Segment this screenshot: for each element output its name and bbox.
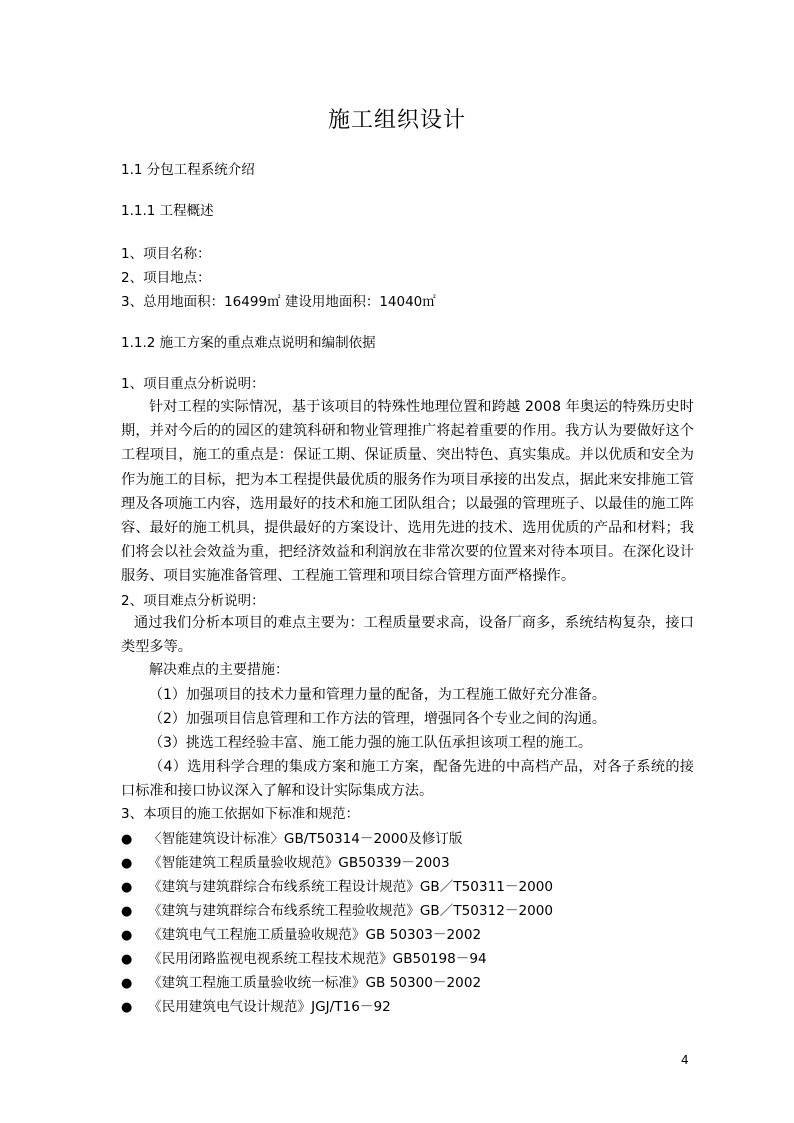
standard-item [121, 998, 391, 1017]
bullet-icon: ● [121, 904, 133, 919]
bullet-icon: ● [121, 1000, 133, 1015]
standard-item [121, 974, 481, 993]
project-location: 2、项目地点： [121, 270, 211, 286]
standard-item [121, 926, 481, 945]
standard-text: 《智能建筑工程质量验收规范》GB50339－2003 [148, 855, 450, 871]
project-name: 1、项目名称： [121, 246, 211, 262]
bullet-icon: ● [121, 832, 133, 847]
heading-1-1-1: 1.1.1 工程概述 [121, 203, 214, 219]
bullet-icon: ● [121, 928, 133, 943]
page-number: 4 [681, 1053, 689, 1067]
standard-text: 《建筑与建筑群综合布线系统工程设计规范》GB／T50311－2000 [148, 879, 554, 895]
key-points-paragraph: 针对工程的实际情况，基于该项目的特殊性地理位置和跨越 2008 年奥运的特殊历史时期，并对今后的的园区的建筑科研和物业管理推广将起着重要的作用。我方认为要做好这个工程项目，施工的重点是：保证工期、保证质量、突出特色、真实集成。并以优质和安全为作为施工的目标，把为本工程提供最优质的服务作为项目承接的出发点，据此来安排施工管理及各项施工内容，选用最好的技术和施工团队组合；以最强的管理班子、以最佳的施工阵容、最好的施工机具，提供最好的方案设计、选用先进的技术、选用优质的产品和材料；我们将会以社会效益为重，把经济效益和利润放在非常次要的位置来对待本项目。在深化设计服务、项目实施准备管理、工程施工管理和项目综合管理方面严格操作。 [121, 399, 694, 585]
measures-title: 解决难点的主要措施： [149, 662, 289, 678]
page-title: 施工组织设计 [327, 108, 466, 133]
bullet-icon: ● [121, 856, 133, 871]
difficulties-paragraph: 通过我们分析本项目的难点主要为：工程质量要求高，设备厂商多，系统结构复杂，接口类型多等。 [121, 615, 694, 656]
standard-item [121, 830, 463, 849]
measure-4: （4）选用科学合理的集成方案和施工方案，配备先进的中高档产品，对各子系统的接口标准和接口协议深入了解和设计实际集成方法。 [121, 759, 694, 800]
standard-text: 《建筑与建筑群综合布线系统工程验收规范》GB／T50312－2000 [148, 903, 554, 919]
heading-1-1: 1.1 分包工程系统介绍 [121, 162, 255, 178]
measure-2: （2）加强项目信息管理和工作方法的管理，增强同各个专业之间的沟通。 [149, 711, 606, 727]
measure-3: （3）挑选工程经验丰富、施工能力强的施工队伍承担该项工程的施工。 [149, 735, 592, 751]
difficulties-heading: 2、项目难点分析说明： [121, 593, 265, 609]
key-points-heading: 1、项目重点分析说明： [121, 376, 265, 392]
standard-item [121, 950, 487, 969]
standard-text: 《民用闭路监视电视系统工程技术规范》GB50198－94 [148, 951, 487, 967]
bullet-icon: ● [121, 952, 133, 967]
project-area: 3、总用地面积：16499㎡ 建设用地面积：14040㎡ [121, 294, 436, 310]
standard-text: 《建筑工程施工质量验收统一标准》GB 50300－2002 [148, 975, 482, 991]
standard-item [121, 902, 553, 921]
bullet-icon: ● [121, 976, 133, 991]
bullet-icon: ● [121, 880, 133, 895]
standard-item [121, 878, 553, 897]
standard-item [121, 854, 450, 873]
standard-text: 〈智能建筑设计标准〉GB/T50314－2000及修订版 [148, 831, 463, 847]
standard-text: 《民用建筑电气设计规范》JGJ/T16－92 [148, 999, 391, 1015]
standard-text: 《建筑电气工程施工质量验收规范》GB 50303－2002 [148, 927, 482, 943]
heading-1-1-2: 1.1.2 施工方案的重点难点说明和编制依据 [121, 335, 376, 351]
measure-1: （1）加强项目的技术力量和管理力量的配备，为工程施工做好充分准备。 [149, 687, 606, 703]
standards-heading: 3、本项目的施工依据如下标准和规范： [121, 806, 360, 822]
